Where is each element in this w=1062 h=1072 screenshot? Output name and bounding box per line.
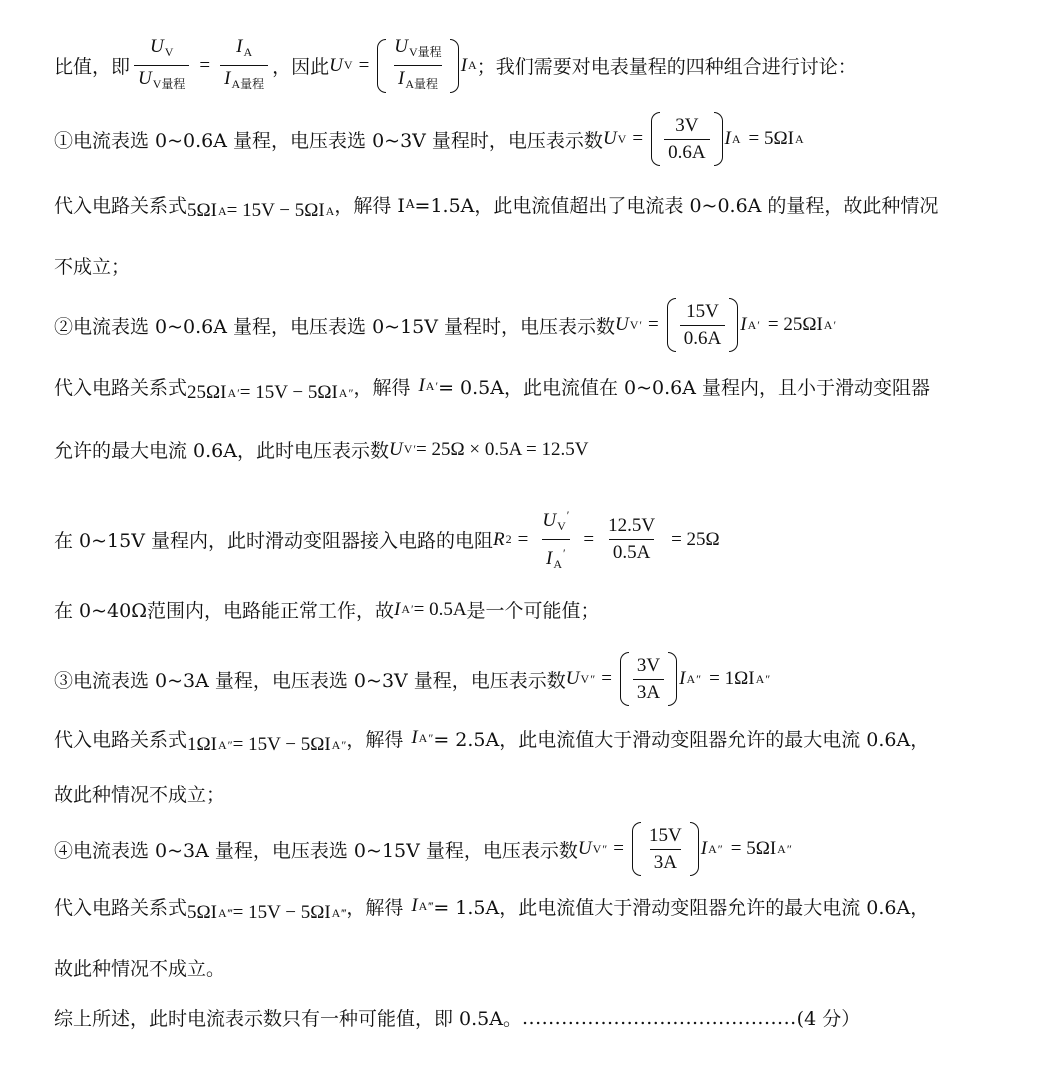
text-segment: 在 0~40Ω范围内，电路能正常工作，故 xyxy=(54,600,394,622)
text-segment: ④电流表选 0~3A 量程，电压表选 0~15V 量程，电压表示数 xyxy=(54,839,578,862)
text-line-10 xyxy=(54,652,1028,706)
text-line-16 xyxy=(54,1004,1028,1031)
text-line-4 xyxy=(54,252,1028,279)
text-segment: ②电流表选 0~0.6A 量程，电压表选 0~15V 量程时，电压表示数 xyxy=(54,315,616,338)
text-line-3: 代入电路关系式 5ΩI A = 15V − 5ΩI A ，解得 I A =1.5A，此电流值超出了电流表 0~0.6A 的量程，故此种情况 xyxy=(54,186,1028,222)
text-segment: 故此种情况不成立。 xyxy=(54,958,226,980)
text-segment: = 1.5A，此电流值大于滑动变阻器允许的最大电流 0.6A， xyxy=(433,896,930,919)
text-segment: 代入电路关系式 xyxy=(54,728,188,751)
text-segment: = 2.5A，此电流值大于滑动变阻器允许的最大电流 0.6A， xyxy=(433,728,930,751)
text-segment: 比值，即 xyxy=(54,56,131,78)
text-segment: 代入电路关系式 xyxy=(54,194,188,217)
formula: U V ″ = $\frac{3V}{3A}$ I A ″ = 1ΩI A ″ xyxy=(566,652,770,706)
text-segment: 允许的最大电流 0.6A，此时电压表示数 xyxy=(54,440,389,462)
text-line-12 xyxy=(54,780,1028,807)
resistance-formula: R 2 = $\frac{U_V'}{I_A'}$ = $\frac{12.5V}{0.5A}$ = 25Ω xyxy=(493,504,720,575)
text-segment: ，解得 I xyxy=(334,194,405,217)
voltage-formula: U V = $\frac{U_{V量程}}{I_{A量程}}$ I A xyxy=(329,36,477,95)
text-line-2 xyxy=(54,112,1028,166)
formula: 25ΩI A ′ = 15V − 5ΩI A ″ xyxy=(187,382,354,403)
text-segment: 故此种情况不成立； xyxy=(54,784,226,806)
score-label: (4 分） xyxy=(796,1008,861,1030)
text-segment: ，因此 xyxy=(272,56,330,78)
text-segment: 是一个可能值； xyxy=(466,600,600,622)
text-segment: = 0.5A，此电流值在 0~0.6A 量程内，且小于滑动变阻器 xyxy=(438,376,931,399)
text-segment: ①电流表选 0~0.6A 量程，电压表选 0~3V 量程时，电压表示数 xyxy=(54,129,603,152)
formula: U V ′ = 25Ω × 0.5A = 12.5V xyxy=(388,438,589,460)
text-line-13 xyxy=(54,822,1028,876)
text-line-9 xyxy=(54,596,1028,623)
text-line-14: 代入电路关系式 5ΩI A ‴ = 15V − 5ΩI A ‴ ，解得 I A ‴ = 1.5A，此电流值大于滑动变阻器允许的最大电流 0.6A， xyxy=(54,888,1028,924)
text-line-6: 代入电路关系式 25ΩI A ′ = 15V − 5ΩI A ″ ，解得 I A ′ = 0.5A，此电流值在 0~0.6A 量程内，且小于滑动变阻器 xyxy=(54,368,1028,404)
text-line-11: 代入电路关系式 1ΩI A ″ = 15V − 5ΩI A ″ ，解得 I A ″ = 2.5A，此电流值大于滑动变阻器允许的最大电流 0.6A， xyxy=(54,720,1028,756)
text-segment: 在 0~15V 量程内，此时滑动变阻器接入电路的电阻 xyxy=(54,530,493,552)
formula: 5ΩI A ‴ = 15V − 5ΩI A ‴ xyxy=(187,902,347,923)
text-segment: 综上所述，此时电流表示数只有一种可能值，即 0.5A。 xyxy=(54,1008,522,1030)
text-segment: ，解得 xyxy=(346,728,404,751)
fraction: $\frac{U_V}{U_{V量程}}$ xyxy=(134,36,189,95)
text-segment: ；我们需要对电表量程的四种组合进行讨论： xyxy=(476,56,857,78)
formula: U V = $\frac{3V}{0.6A}$ I A = 5ΩI A xyxy=(603,112,804,166)
text-segment: 代入电路关系式 xyxy=(54,896,188,919)
formula: U V ′ = $\frac{15V}{0.6A}$ I A ′ = 25ΩI A ′ xyxy=(615,298,836,352)
text-line-7 xyxy=(54,436,1028,463)
text-line-15 xyxy=(54,954,1028,981)
text-line-8 xyxy=(54,504,1028,575)
ratio-formula: $\frac{U_V}{U_{V量程}}$ = $\frac{I_A}{I_{A量程}}$ xyxy=(130,36,272,95)
text-line-5 xyxy=(54,298,1028,352)
text-segment: =1.5A，此电流值超出了电流表 0~0.6A 的量程，故此种情况 xyxy=(414,194,939,217)
fraction: $\frac{I_A}{I_{A量程}}$ xyxy=(220,36,268,95)
formula: 1ΩI A ″ = 15V − 5ΩI A ″ xyxy=(187,734,347,755)
formula: 5ΩI A = 15V − 5ΩI A xyxy=(187,200,335,221)
formula: U V ″ = $\frac{15V}{3A}$ I A ″ = 5ΩI A ″ xyxy=(578,822,792,876)
text-segment: ③电流表选 0~3A 量程，电压表选 0~3V 量程，电压表示数 xyxy=(54,669,566,692)
formula: I A ′ = 0.5A xyxy=(393,598,467,620)
text-segment: ，解得 xyxy=(353,376,411,399)
text-segment: 不成立； xyxy=(54,256,131,278)
leader-dots: .......................................... xyxy=(521,1006,797,1029)
text-segment: ，解得 xyxy=(346,896,404,919)
text-line-1 xyxy=(54,36,1028,95)
text-segment: 代入电路关系式 xyxy=(54,376,188,399)
